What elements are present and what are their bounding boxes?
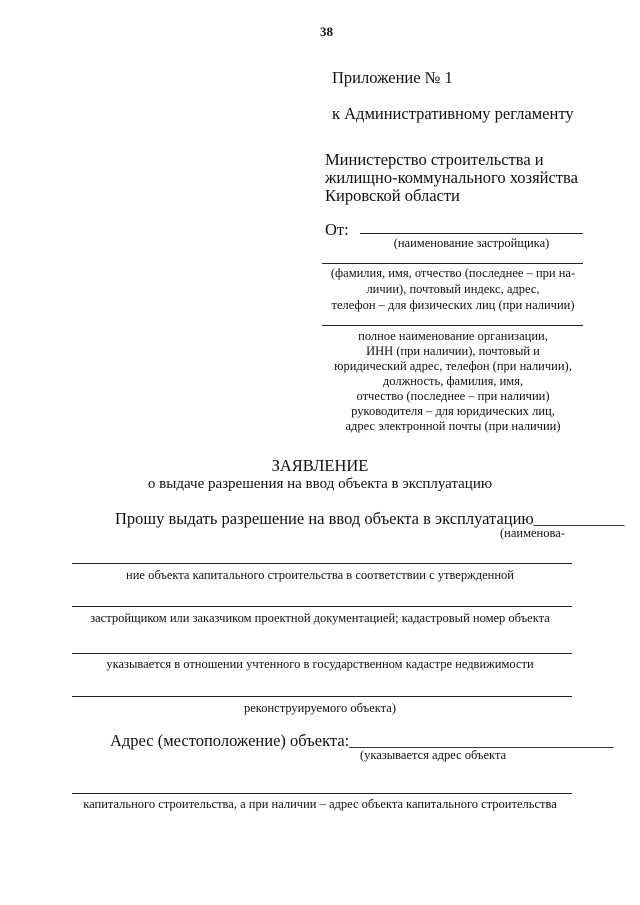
appendix-subtitle: к Административному регламенту: [332, 104, 574, 123]
organization-caption-6: руководителя – для юридических лиц,: [351, 404, 555, 418]
object-name-line-3: [72, 653, 572, 654]
individual-field-line: [322, 263, 583, 264]
organization-caption-4: должность, фамилия, имя,: [382, 374, 524, 388]
individual-caption-3: телефон – для физических лиц (при наличии): [331, 298, 575, 312]
address-line: [72, 793, 572, 794]
addressee-line-3: Кировской области: [325, 186, 460, 205]
object-name-line-4: [72, 696, 572, 697]
statement-title: ЗАЯВЛЕНИЕ: [271, 456, 369, 475]
organization-caption-2: ИНН (при наличии), почтовый и: [366, 344, 540, 358]
address-caption-2: капитального строительства, а при наличии – адрес объекта капитального строительства: [83, 797, 557, 811]
request-caption-1: (наименова-: [500, 526, 565, 540]
developer-caption: (наименование застройщика): [393, 236, 550, 250]
address-label: Адрес (местоположение) объекта:________________________________: [110, 731, 614, 750]
request-caption-4: указывается в отношении учтенного в государственном кадастре недвижимости: [106, 657, 534, 671]
address-caption-1: (указывается адрес объекта: [360, 748, 507, 762]
statement-subtitle: о выдаче разрешения на ввод объекта в эксплуатацию: [147, 476, 493, 492]
organization-caption-1: полное наименование организации,: [358, 329, 548, 343]
page-number: 38: [320, 24, 333, 39]
individual-caption-1: (фамилия, имя, отчество (последнее – при на-: [330, 266, 576, 280]
organization-field-line: [322, 325, 583, 326]
individual-caption-2: личии), почтовый индекс, адрес,: [366, 282, 540, 296]
request-caption-2: ние объекта капитального строительства в соответствии с утвержденной: [126, 568, 514, 582]
addressee-line-2: жилищно-коммунального хозяйства: [325, 168, 578, 187]
appendix-title: Приложение № 1: [332, 68, 453, 87]
object-name-line-2: [72, 606, 572, 607]
request-caption-5: реконструируемого объекта): [244, 701, 396, 715]
addressee-line-1: Министерство строительства и: [325, 150, 544, 169]
request-text: Прошу выдать разрешение на ввод объекта в эксплуатацию___________: [115, 509, 625, 528]
from-field-line: [360, 233, 583, 234]
object-name-line-1: [72, 563, 572, 564]
organization-caption-7: адрес электронной почты (при наличии): [345, 419, 561, 433]
request-caption-3: застройщиком или заказчиком проектной документацией; кадастровый номер объекта: [90, 611, 550, 625]
organization-caption-3: юридический адрес, телефон (при наличии),: [334, 359, 572, 373]
organization-caption-5: отчество (последнее – при наличии): [356, 389, 550, 403]
from-label: От:: [325, 220, 349, 239]
